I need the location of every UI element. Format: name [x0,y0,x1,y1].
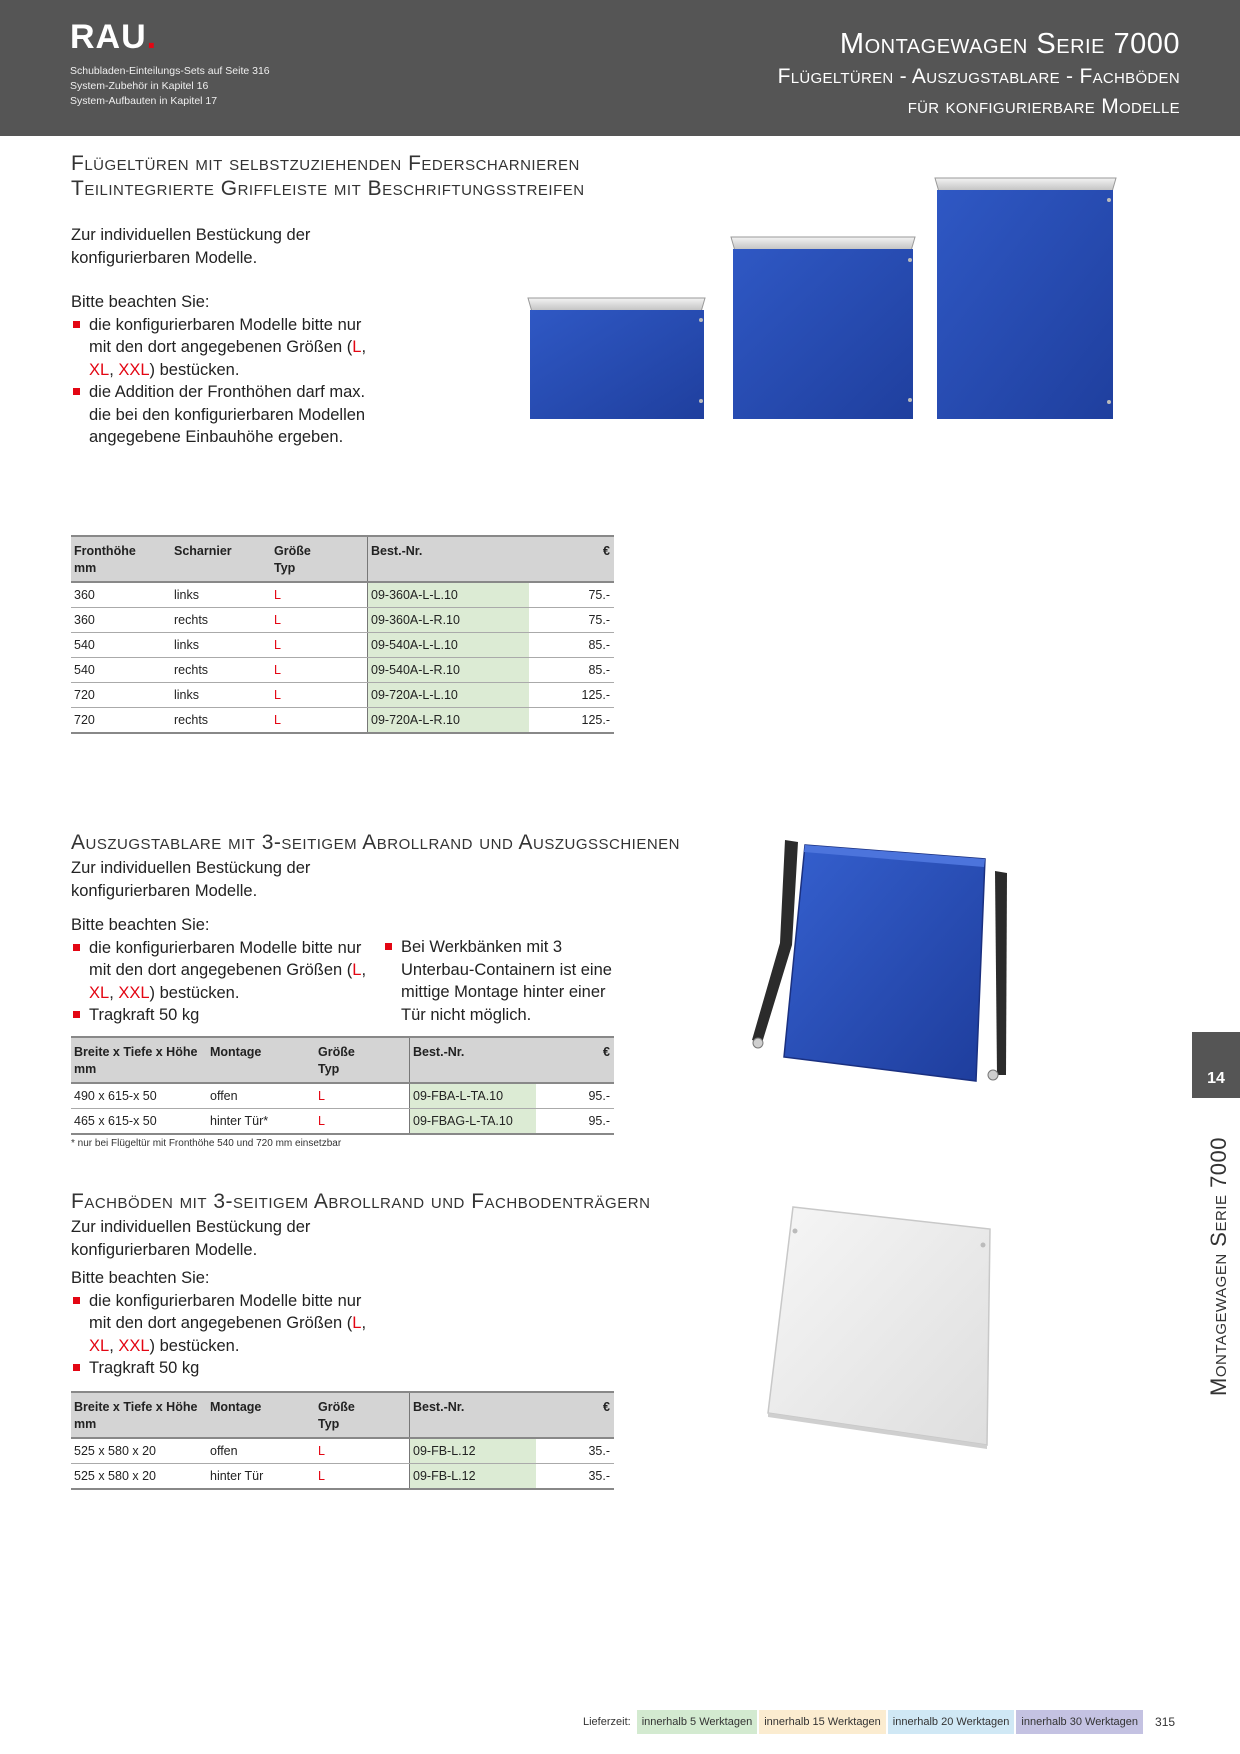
table-row: 525 x 580 x 20 hinter Tür L 09-FB-L.12 35.- [71,1464,614,1490]
table-row: 360 links L 09-360A-L-L.10 75.- [71,582,614,608]
section2-title: Auszugstablare mit 3-seitigem Abrollrand und Auszugsschienen [71,831,681,854]
list-item: die konfigurierbaren Modelle bitte nur mit den dort angegebenen Größen (L, XL, XXL) bestücken. [71,937,371,1005]
delivery-chip-20: innerhalb 20 Werktagen [888,1710,1015,1734]
shelf-image [765,1205,995,1450]
table-header-row: Breite x Tiefe x Höhe mm Montage Größe Typ Best.-Nr. € [71,1037,614,1083]
section2-footnote: * nur bei Flügeltür mit Fronthöhe 540 und 720 mm einsetzbar [71,1138,342,1149]
section3-intro: Zur individuellen Bestückung der konfigurierbaren Modelle. [71,1218,311,1259]
section1-title: Flügeltüren mit selbstzuziehenden Federscharnieren Teilintegrierte Griffleiste mit Beschriftungsstreifen [71,152,585,200]
page-title-line2: Flügeltüren - Auszugstablare - Fachböden [777,65,1180,88]
table-header-row: Breite x Tiefe x Höhe mm Montage Größe Typ Best.-Nr. € [71,1392,614,1438]
doors-table [71,535,614,734]
table-row: 540 rechts L 09-540A-L-R.10 85.- [71,658,614,683]
delivery-label: Lieferzeit: [583,1716,631,1728]
table-row: 490 x 615-x 50 offen L 09-FBA-L-TA.10 95.- [71,1083,614,1109]
header-note: System-Zubehör in Kapitel 16 [70,80,209,92]
shelf-plate [768,1207,990,1445]
header-note: Schubladen-Einteilungs-Sets auf Seite 316 [70,65,270,77]
page-title [778,26,1180,122]
table-header-row: Fronthöhe mm Scharnier Größe Typ Best.-Nr. € [71,536,614,582]
rau-logo: RAU. [70,18,158,56]
section1-note-label: Bitte beachten Sie: [71,293,210,311]
section1-bullets [71,314,371,449]
section2-note-label: Bitte beachten Sie: [71,916,210,934]
section3-title: Fachböden mit 3-seitigem Abrollrand und Fachbodenträgern [71,1190,651,1213]
tray-plate [784,845,985,1081]
section3-bullets [71,1290,371,1380]
list-item: Tragkraft 50 kg [71,1004,371,1027]
section1-intro: Zur individuellen Bestückung der konfigurierbaren Modelle. [71,226,311,267]
delivery-legend [583,1710,1175,1734]
header-notes [70,64,270,109]
chapter-tab: 14 [1192,1032,1240,1098]
table-row: 720 links L 09-720A-L-L.10 125.- [71,683,614,708]
table-row: 540 links L 09-540A-L-L.10 85.- [71,633,614,658]
delivery-chip-5: innerhalb 5 Werktagen [637,1710,757,1734]
section2-text-right [383,936,623,1026]
rail-right [988,871,1007,1080]
page-title-line1: Montagewagen Serie 7000 [839,28,1180,60]
section3-note-label: Bitte beachten Sie: [71,1269,210,1287]
list-item: die konfigurierbaren Modelle bitte nur mit den dort angegebenen Größen (L, XL, XXL) bestücken. [71,314,371,382]
door-medium [731,237,915,419]
list-item: die konfigurierbaren Modelle bitte nur mit den dort angegebenen Größen (L, XL, XXL) bestücken. [71,1290,371,1358]
table-row: 360 rechts L 09-360A-L-R.10 75.- [71,608,614,633]
drawer-tray-image [740,835,1020,1090]
page-number: 315 [1155,1715,1176,1729]
delivery-chip-15: innerhalb 15 Werktagen [759,1710,886,1734]
header-note: System-Aufbauten in Kapitel 17 [70,95,218,107]
delivery-chip-30: innerhalb 30 Werktagen [1016,1710,1143,1734]
section2-bullets [71,937,371,1027]
list-item: die Addition der Fronthöhen darf max. die bei den konfigurierbaren Modellen angegebene Einbauhöhe ergeben. [71,381,371,449]
section2-text [71,857,371,1027]
table-row: 465 x 615-x 50 hinter Tür* L 09-FBAG-L-TA.10 95.- [71,1109,614,1135]
doors-image [525,170,1120,425]
page-title-line3: für konfigurierbare Modelle [907,95,1180,118]
section3-text [71,1216,371,1380]
table-row: 720 rechts L 09-720A-L-R.10 125.- [71,708,614,734]
door-large [935,178,1116,419]
drawer-table [71,1036,614,1135]
door-small [528,298,705,419]
shelf-table [71,1391,614,1490]
section2-intro: Zur individuellen Bestückung der konfigurierbaren Modelle. [71,859,311,900]
table-row: 525 x 580 x 20 offen L 09-FB-L.12 35.- [71,1438,614,1464]
section1-text [71,224,371,449]
list-item: Tragkraft 50 kg [71,1357,371,1380]
list-item: Bei Werkbänken mit 3 Unterbau-Containern ist eine mittige Montage hinter einer Tür nicht möglich. [383,936,623,1026]
